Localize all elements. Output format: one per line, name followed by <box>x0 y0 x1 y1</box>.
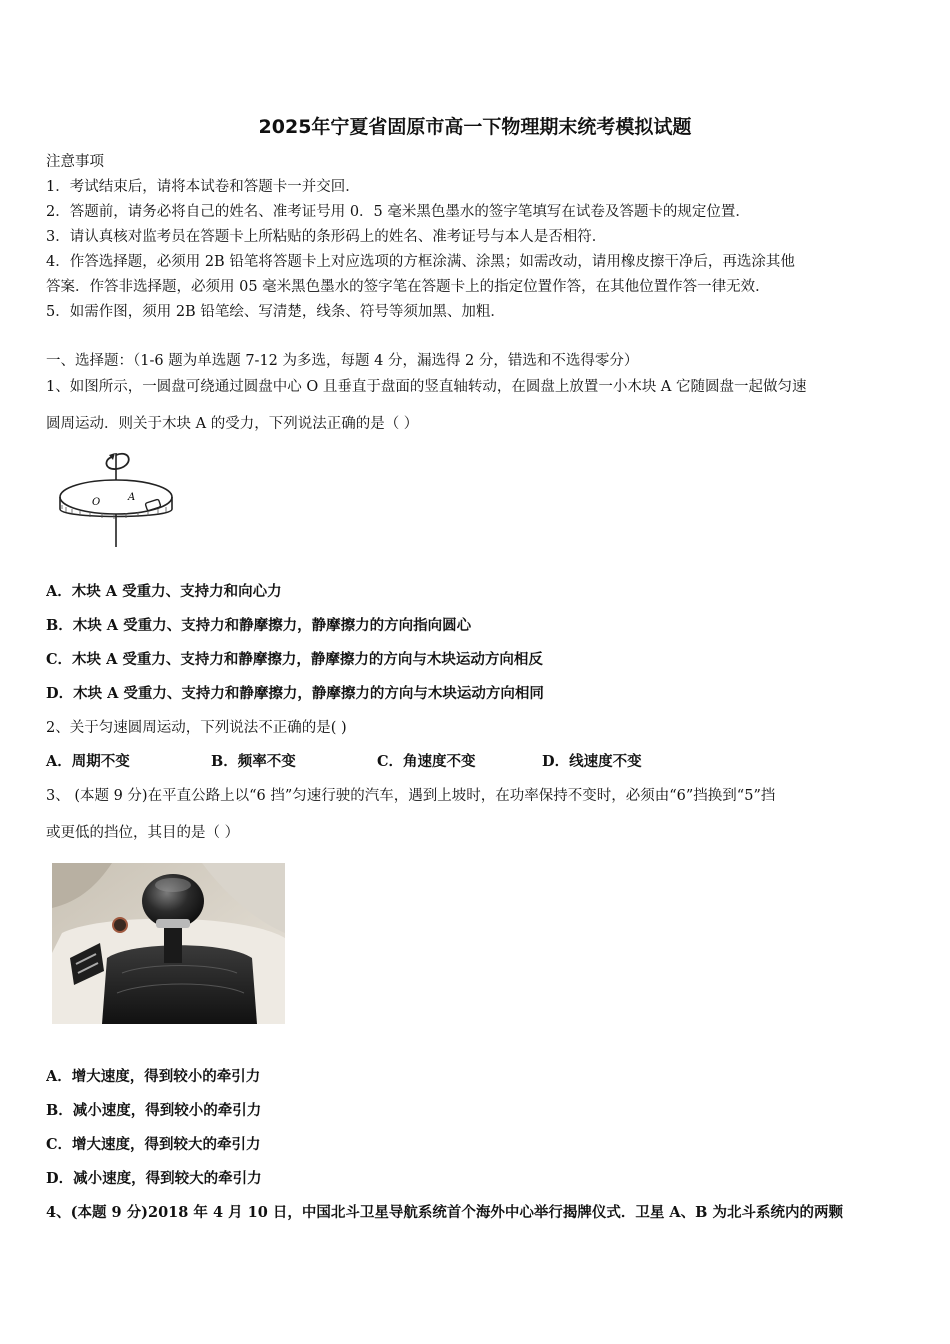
question-2-stem: 2、关于匀速圆周运动，下列说法不正确的是( ) <box>46 720 347 736</box>
label-o: O <box>92 497 101 508</box>
notice-item: 2．答题前，请务必将自己的姓名、准考证号用 0．5 毫米黑色墨水的签字笔填写在试卷及答题卡的规定位置． <box>46 204 750 220</box>
question-2-option-b: B．频率不变 <box>211 753 296 770</box>
notice-item: 1．考试结束后，请将本试卷和答题卡一并交回． <box>46 179 360 195</box>
question-1-option-d: D．木块 A 受重力、支持力和静摩擦力，静摩擦力的方向与木块运动方向相同 <box>46 685 544 702</box>
notice-heading: 注意事项 <box>46 154 104 170</box>
question-3-option-c: C．增大速度，得到较大的牵引力 <box>46 1136 261 1153</box>
question-3-option-d: D．减小速度，得到较大的牵引力 <box>46 1170 262 1187</box>
notice-item: 3．请认真核对监考员在答题卡上所粘贴的条形码上的姓名、准考证号与本人是否相符． <box>46 229 607 245</box>
page-title: 2025年宁夏省固原市高一下物理期末统考模拟试题 <box>258 116 692 138</box>
section-heading: 一、选择题：（1-6 题为单选题 7-12 为多选，每题 4 分，漏选得 2 分，错选和不选得零分） <box>46 353 639 369</box>
gear-shift-photo <box>52 863 285 1024</box>
question-1-option-c: C．木块 A 受重力、支持力和静摩擦力，静摩擦力的方向与木块运动方向相反 <box>46 651 543 668</box>
rotating-disk-figure <box>52 445 177 550</box>
question-3-option-a: A．增大速度，得到较小的牵引力 <box>46 1068 261 1085</box>
button-icon <box>113 918 127 932</box>
notice-item: 答案．作答非选择题，必须用 05 毫米黑色墨水的签字笔在答题卡上的指定位置作答，在其他位置作答一律无效． <box>46 279 770 295</box>
question-4-stem-line1: 4、(本题 9 分)2018 年 4 月 10 日，中国北斗卫星导航系统首个海外中心举行揭牌仪式．卫星 A、B 为北斗系统内的两颗 <box>46 1204 843 1221</box>
question-3-stem-line2: 或更低的挡位，其目的是（ ） <box>46 825 240 841</box>
notice-item: 5．如需作图，须用 2B 铅笔绘、写清楚，线条、符号等须加黑、加粗． <box>46 304 505 320</box>
notice-item: 4．作答选择题，必须用 2B 铅笔将答题卡上对应选项的方框涂满、涂黑；如需改动，请用橡皮擦干净后，再选涂其他 <box>46 254 795 270</box>
question-2-option-c: C．角速度不变 <box>377 753 476 770</box>
question-2-option-d: D．线速度不变 <box>542 753 642 770</box>
question-1-option-a: A．木块 A 受重力、支持力和向心力 <box>46 583 282 600</box>
question-1-option-b: B．木块 A 受重力、支持力和静摩擦力，静摩擦力的方向指向圆心 <box>46 617 472 634</box>
rotation-arrow-icon <box>106 454 128 469</box>
question-3-stem-line1: 3、 (本题 9 分)在平直公路上以“6 挡”匀速行驶的汽车，遇到上坡时，在功率保持不变时，必须由“6”挡换到“5”挡 <box>46 788 776 804</box>
question-2-option-a: A．周期不变 <box>46 753 130 770</box>
label-a: A <box>128 492 136 503</box>
question-3-option-b: B．减小速度，得到较小的牵引力 <box>46 1102 262 1119</box>
question-1-stem-line1: 1、如图所示，一圆盘可绕通过圆盘中心 O 且垂直于盘面的竖直轴转动，在圆盘上放置一小木块 A 它随圆盘一起做匀速 <box>46 379 807 395</box>
question-1-stem-line2: 圆周运动．则关于木块 A 的受力，下列说法正确的是（ ） <box>46 416 419 432</box>
